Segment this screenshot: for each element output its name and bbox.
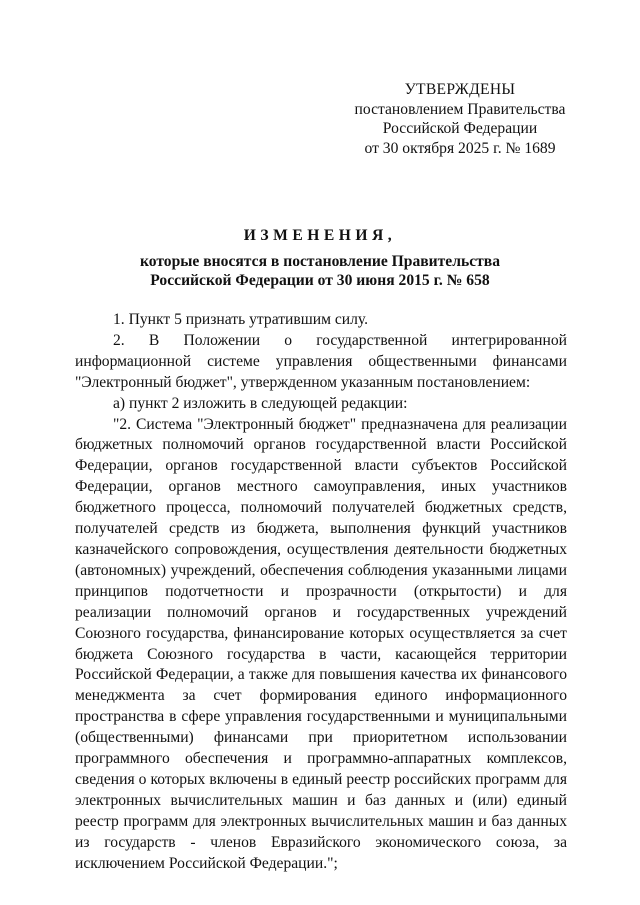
approval-line-2: Российской Федерации xyxy=(382,120,538,137)
paragraph-1: 1. Пункт 5 признать утратившим силу. xyxy=(113,311,369,328)
approval-stamp xyxy=(330,80,590,158)
paragraph-3: а) пункт 2 изложить в следующей редакции: xyxy=(113,394,408,412)
approval-line-3: от 30 октября 2025 г. № 1689 xyxy=(364,139,556,157)
document-title xyxy=(70,226,570,291)
paragraph-2: 2. В Положении о государственной интегрированной информационной системе управления общественными финансами "Электронный бюджет", утвержденном указанным постановлением: xyxy=(75,331,567,391)
title-subtitle-line-2: Российской Федерации от 30 июня 2015 г. № 658 xyxy=(150,272,490,290)
title-subtitle-line-1: которые вносятся в постановление Правительства xyxy=(139,252,501,270)
title-main: ИЗМЕНЕНИЯ, xyxy=(243,227,397,244)
approval-line-1: постановлением Правительства xyxy=(354,100,566,118)
paragraph-4: "2. Система "Электронный бюджет" предназначена для реализации бюджетных полномочий органов государственной власти Российской Федерации, органов государственной власти субъектов Российской Федерации, органов местного самоуправления, иных участников бюджетного процесса, полномочий получателей бюджетных средств, получателей средств из бюджета, выполнения функций участников казначейского сопровождения, осуществления деятельности бюджетных (автономных) учреждений, обеспечения соблюдения указанными лицами принципов подотчетности и прозрачности (открытости) и для реализации полномочий органов и государственных учреждений Союзного государства, финансирование которых осуществляется за счет бюджета Союзного государства в части, касающейся территории Российской Федерации, а также для повышения качества их финансового менеджмента за счет формирования единого информационного пространства в сфере управления государственными и муниципальными (общественными) финансами при приоритетном использовании программного обеспечения и программно-аппаратных комплексов, сведения о которых включены в единый реестр российских программ для электронных вычислительных машин и баз данных и (или) единый реестр программ для электронных вычислительных машин и баз данных из государств - членов Евразийского экономического союза, за исключением Российской Федерации."; xyxy=(75,415,567,872)
document-body xyxy=(75,310,567,874)
approval-heading: УТВЕРЖДЕНЫ xyxy=(404,81,516,98)
